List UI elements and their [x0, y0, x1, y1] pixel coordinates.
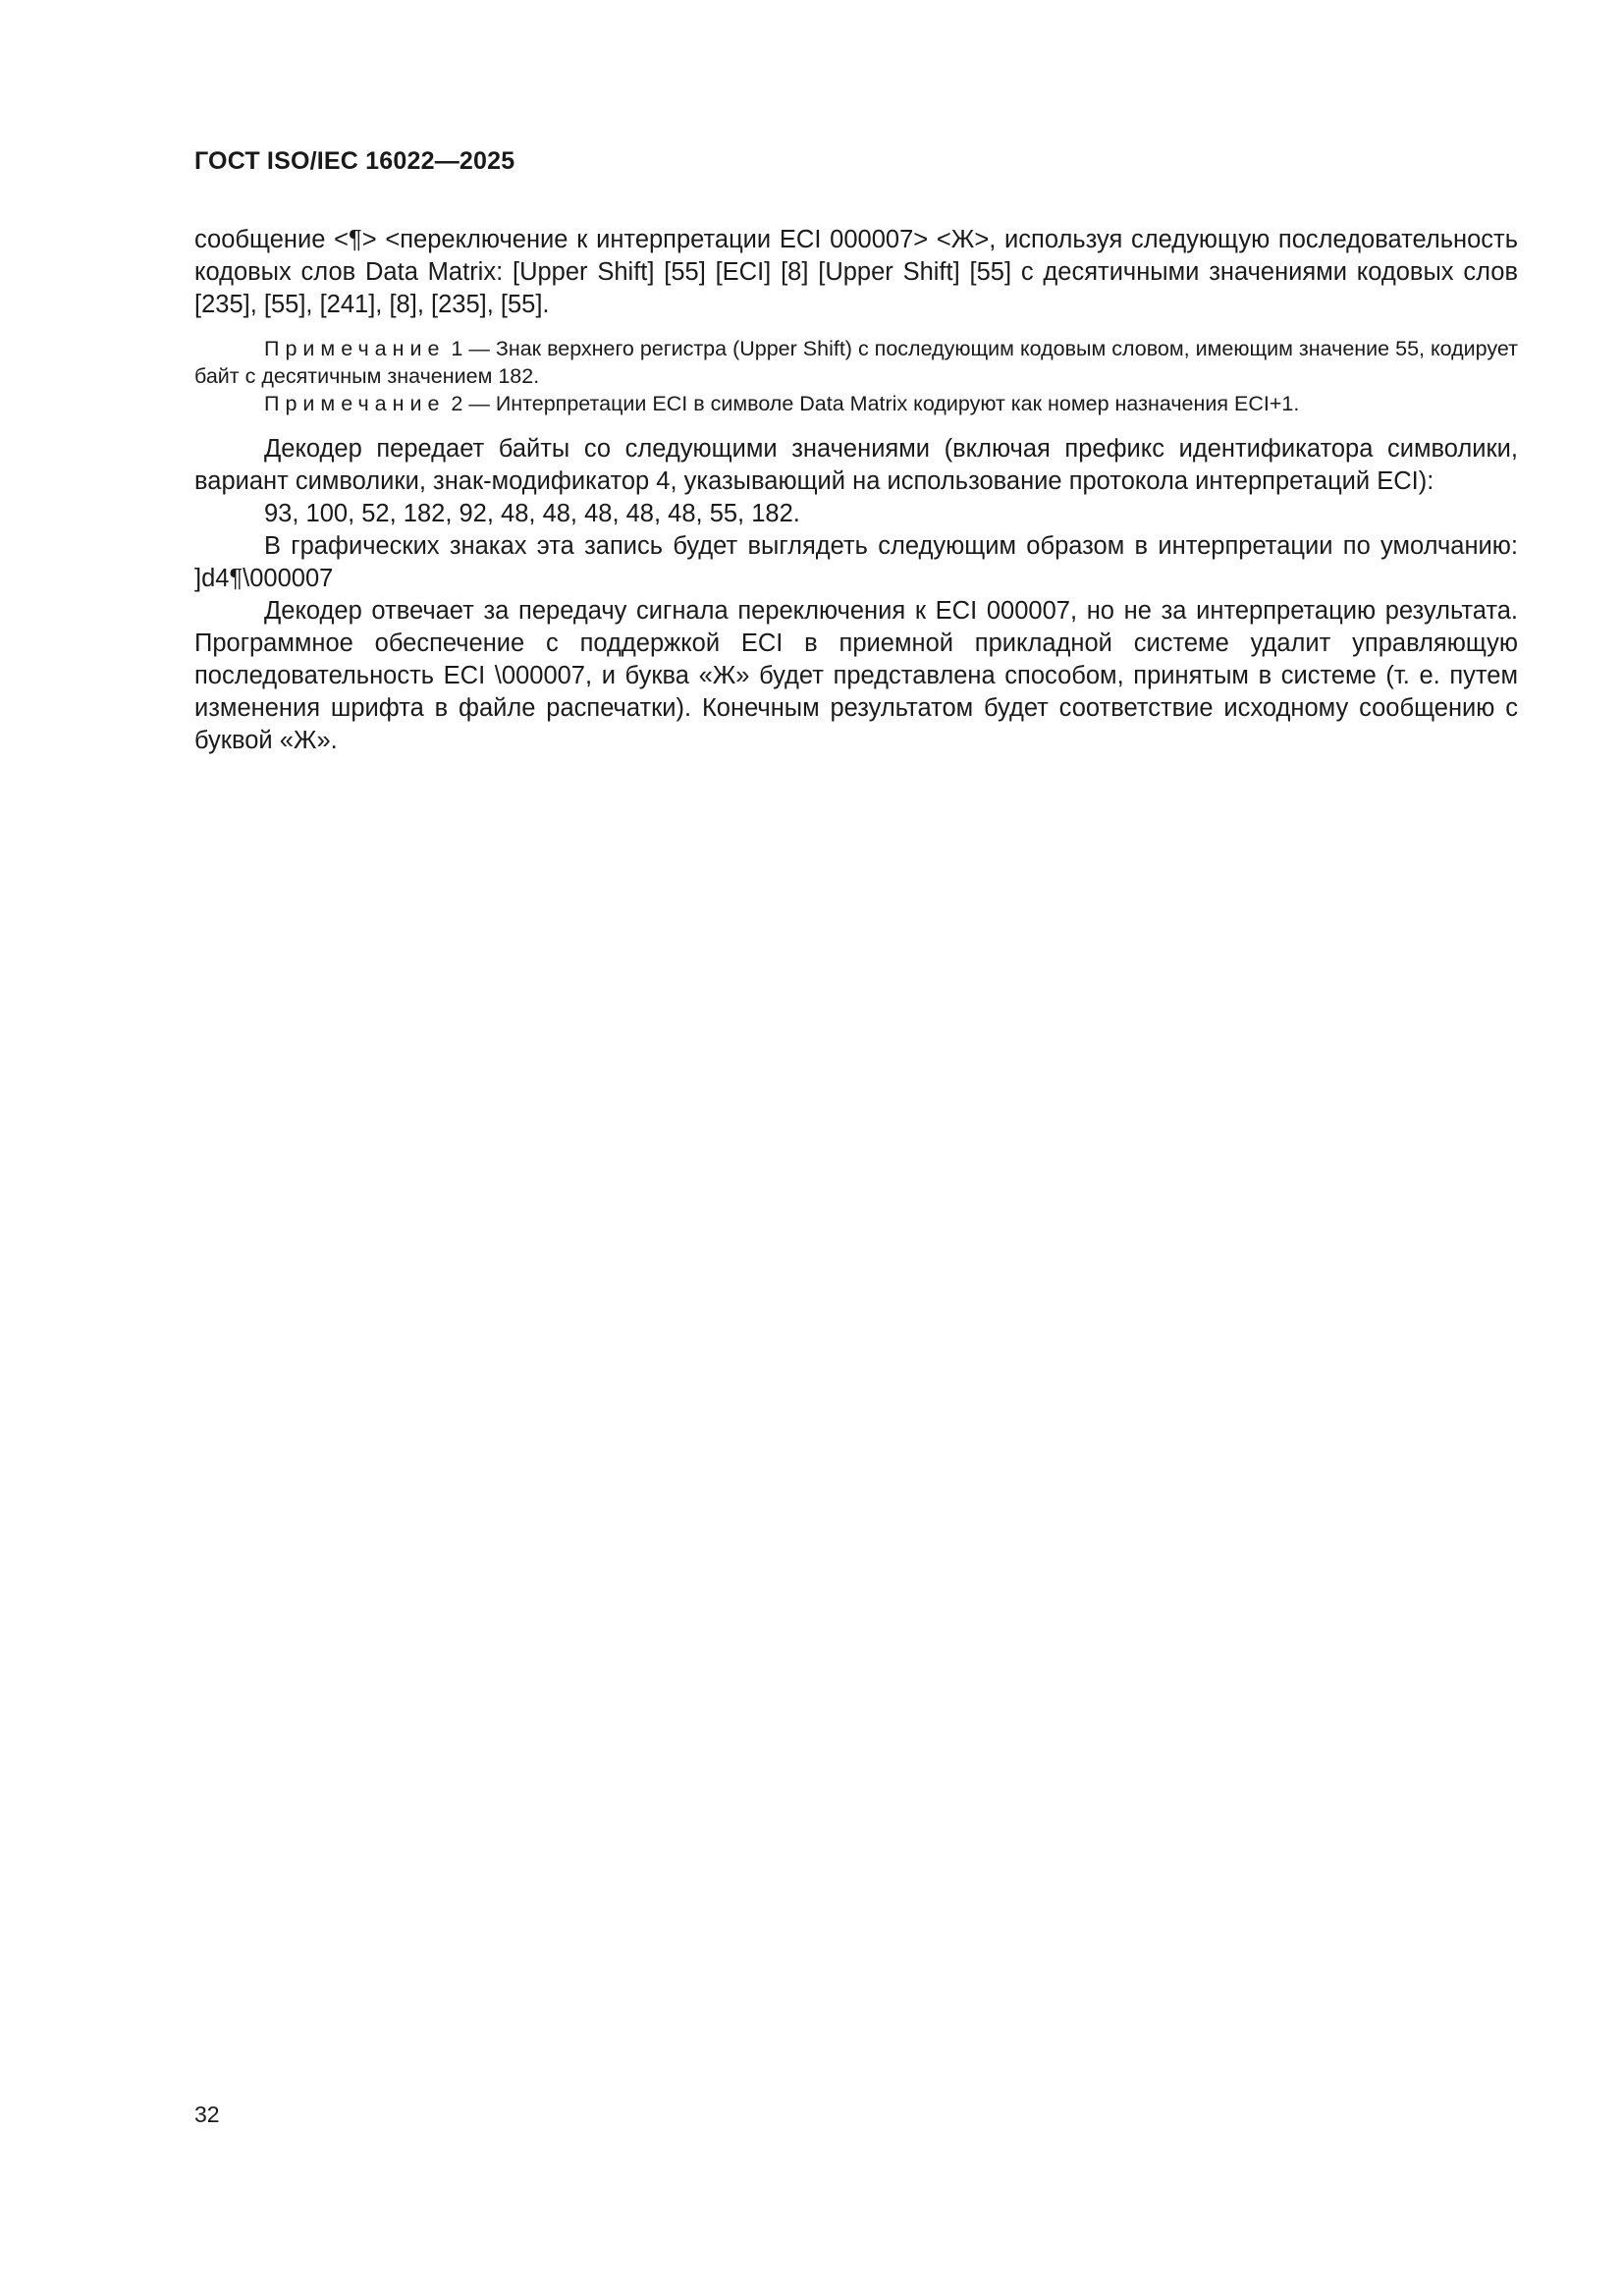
body-paragraph-4: Декодер отвечает за передачу сигнала переключения к ECI 000007, но не за интерпретацию результата. Программное обеспечение с поддержкой ECI в приемной прикладной системе удалит управляющую последовательность ECI \000007, и буква «Ж» будет представлена способом, принятым в системе (т. е. путем изменения шрифта в файле распечатки). Конечным результатом будет соответствие исходному сообщению с буквой «Ж».: [194, 597, 1518, 754]
note-2: [194, 390, 1518, 417]
page-number: 32: [194, 2102, 220, 2127]
note-1: [194, 335, 1518, 390]
note-1-text: 1 — Знак верхнего регистра (Upper Shift) с последующим кодовым словом, имеющим значение 55, кодирует байт с десятичным значением 182.: [194, 337, 1518, 388]
note-2-label: Примечание: [264, 392, 446, 415]
note-1-label: Примечание: [264, 337, 446, 360]
notes-block: [194, 335, 1518, 417]
body-paragraph-3: В графических знаках эта запись будет выглядеть следующим образом в интерпретации по умолчанию: ]d4¶\000007: [194, 532, 1518, 592]
document-body: [194, 224, 1518, 757]
body-paragraph-2: Декодер передает байты со следующими значениями (включая префикс идентификатора символики, вариант символики, знак-модификатор 4, указывающий на использование протокола интерпретаций ECI):: [194, 435, 1518, 495]
byte-values-line: 93, 100, 52, 182, 92, 48, 48, 48, 48, 48, 55, 182.: [264, 500, 800, 527]
body-paragraph-1: сообщение <¶> <переключение к интерпретации ECI 000007> <Ж>, используя следующую последовательность кодовых слов Data Matrix: [Upper Shift] [55] [ECI] [8] [Upper Shift] [55] с десятичными значениями кодовых слов [235], [55], [241], [8], [235], [55].: [194, 226, 1518, 318]
document-header: ГОСТ ISO/IEC 16022—2025: [194, 147, 515, 175]
note-2-text: 2 — Интерпретации ECI в символе Data Matrix кодируют как номер назначения ECI+1.: [445, 392, 1300, 415]
